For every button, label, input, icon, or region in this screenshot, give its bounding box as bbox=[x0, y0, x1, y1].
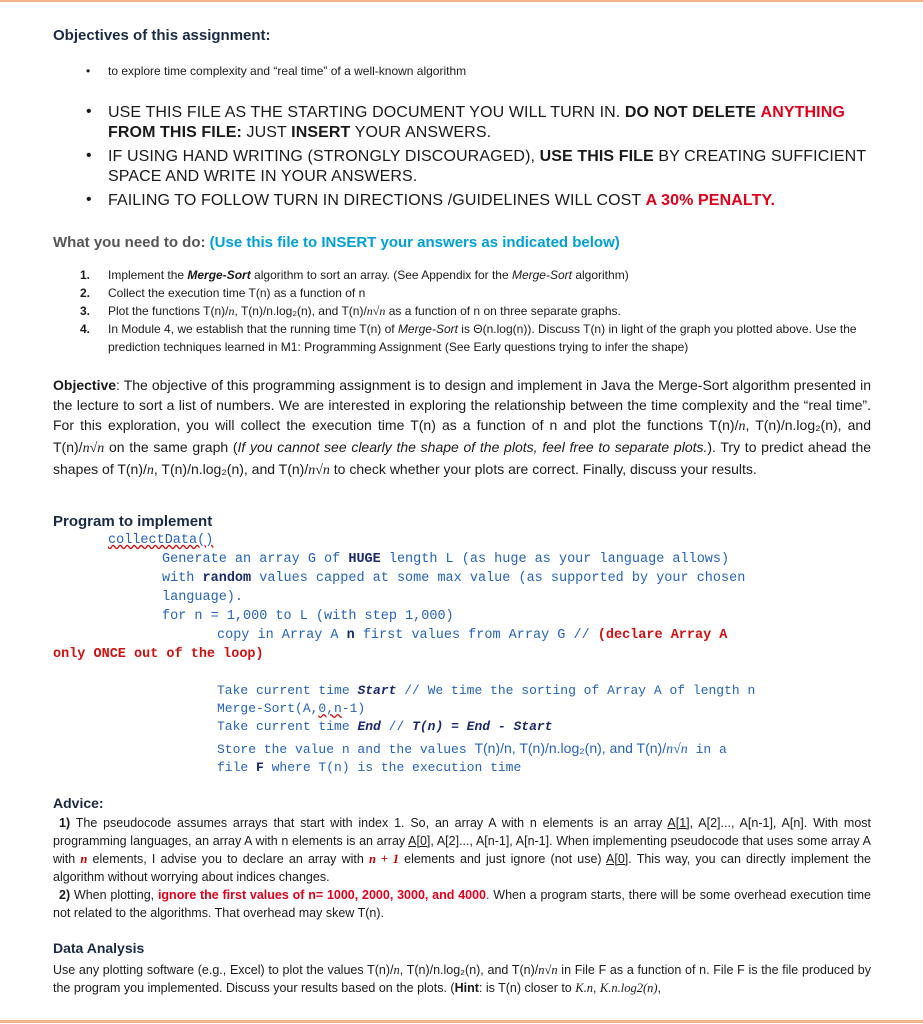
code-line: Merge-Sort(A,0,n-1) bbox=[217, 701, 366, 716]
objectives-heading: Objectives of this assignment: bbox=[53, 27, 271, 44]
code-line: copy in Array A n first values from Array G // (declare Array A bbox=[217, 628, 728, 643]
code-line: with random values capped at some max value (as supported by your chosen bbox=[162, 571, 746, 586]
code-line: language). bbox=[162, 590, 244, 605]
code-line: file F where T(n) is the execution time bbox=[217, 760, 522, 775]
list-item: 3. Plot the functions T(n)/n, T(n)/n.log₂(n), and T(n)/n√n as a function of n on three separate graphs. bbox=[80, 304, 621, 318]
data-analysis-paragraph: Use any plotting software (e.g., Excel) to plot the values T(n)/n, T(n)/n.log₂(n), and T(n)/n√n in File F as a function of n. File F is the file produced by the program you implemented. Discuss your results based on the plots. (Hint: is T(n) closer to K.n, K.n.log2(n), bbox=[53, 963, 871, 995]
code-line: Generate an array G of HUGE length L (as huge as your language allows) bbox=[162, 552, 730, 567]
list-item: 2. Collect the execution time T(n) as a function of n bbox=[80, 286, 366, 300]
advice-paragraph-2: 2) When plotting, ignore the first values of n= 1000, 2000, 3000, and 4000. When a program starts, there will be some overhead execution time not related to the algorithms. That overhead may skew T(n). bbox=[53, 888, 871, 920]
todo-list bbox=[80, 266, 870, 356]
code-line: Store the value n and the values T(n)/n, T(n)/n.log₂(n), and T(n)/n√n in a bbox=[217, 740, 727, 757]
code-line: for n = 1,000 to L (with step 1,000) bbox=[162, 609, 454, 624]
list-item: 4. In Module 4, we establish that the running time T(n) of Merge-Sort is Θ(n.log(n)). Discuss T(n) in light of the graph you plotted above. Use the prediction techniques learned in M1: Programming Assignment (See Early questions trying to infer the shape) bbox=[80, 322, 857, 354]
bullet-icon: • bbox=[86, 64, 91, 78]
code-line: Take current time End // T(n) = End - Start bbox=[217, 719, 553, 734]
advice-heading: Advice: bbox=[53, 795, 104, 811]
todo-heading: What you need to do: (Use this file to INSERT your answers as indicated below) bbox=[53, 234, 620, 251]
list-item: 1. Implement the Merge-Sort algorithm to sort an array. (See Appendix for the Merge-Sort algorithm) bbox=[80, 268, 629, 282]
bullet-icon: • bbox=[86, 147, 92, 164]
data-analysis-heading: Data Analysis bbox=[53, 940, 145, 956]
program-heading: Program to implement bbox=[53, 513, 213, 530]
code-line: Take current time Start // We time the sorting of Array A of length n bbox=[217, 683, 756, 698]
top-rule bbox=[0, 0, 923, 2]
code-line: only ONCE out of the loop) bbox=[53, 647, 264, 662]
bullet-icon: • bbox=[86, 103, 92, 120]
advice-paragraph-1: 1) The pseudocode assumes arrays that start with index 1. So, an array A with n elements is an array A[1], A[2]..., A[n-1], A[n]. With most programming languages, an array A with n elements is an array A[0], A[2]..., A[n-1], A[n-1]. When implementing pseudocode that uses some array A with n elements, I advise you to declare an array with n + 1 elements and just ignore (not use) A[0]. This way, you can directly implement the algorithm without worrying about indices changes. bbox=[53, 816, 872, 884]
bottom-rule bbox=[0, 1020, 923, 1023]
code-function-name: collectData() bbox=[108, 533, 214, 548]
bullet-icon: • bbox=[86, 191, 92, 208]
objective-paragraph: Objective: The objective of this programming assignment is to design and implement in Java the Merge-Sort algorithm presented in the lecture to sort a list of numbers. We are interested in exploring the relationship between the time complexity and the “real time”. For this exploration, you will collect the execution time T(n) as a function of n and plot the functions T(n)/n, T(n)/n.log₂(n), and T(n)/n√n on the same graph (If you cannot see clearly the shape of the plots, feel free to separate plots.). Try to predict ahead the shapes of T(n)/n, T(n)/n.log₂(n), and T(n)/n√n to check whether your plots are correct. Finally, discuss your results. bbox=[53, 377, 872, 478]
